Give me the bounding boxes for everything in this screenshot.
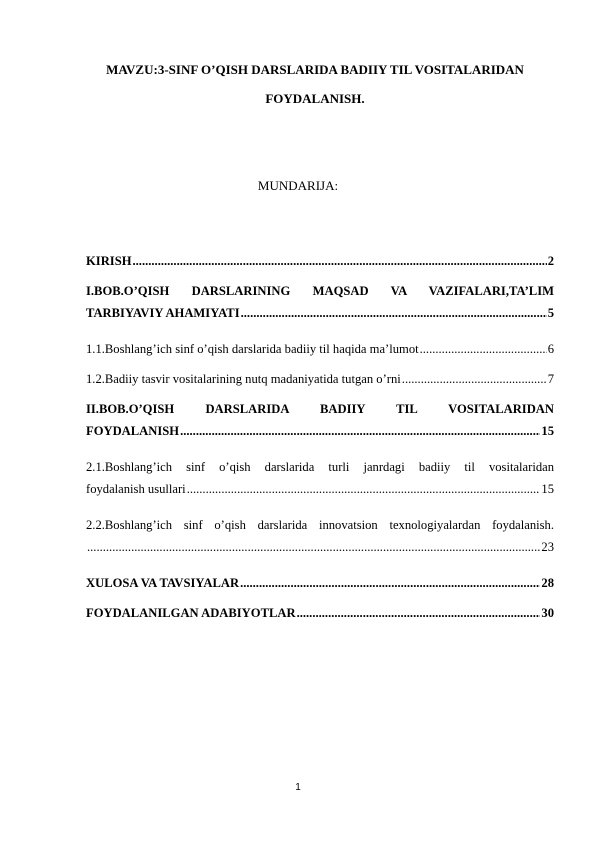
toc-entry-label-line-2: foydalanish usullari xyxy=(86,482,186,496)
toc-leader xyxy=(420,338,547,360)
contents-heading: MUNDARIJA: xyxy=(257,178,339,193)
toc-page-number: 28 xyxy=(541,576,554,590)
toc-page-number: 2 xyxy=(547,254,554,268)
toc-leader xyxy=(402,368,547,390)
toc-leader xyxy=(297,602,541,624)
toc-entry-label: 1.2.Badiiy tasvir vositalarining nutq madaniyatida tutgan o’rni xyxy=(86,372,401,386)
toc-leader xyxy=(180,420,540,442)
toc-entry-xulosa[interactable] xyxy=(86,572,554,594)
toc-page-number: 15 xyxy=(541,424,554,438)
toc-entry-kirish[interactable] xyxy=(86,250,554,272)
toc-entry-chapter-1[interactable] xyxy=(86,280,554,324)
toc-entry-section-1-1[interactable] xyxy=(86,338,554,360)
toc-entry-label-line-1: 2.1.Boshlang’ich sinf o’qish darslarida turli janrdagi badiiy til vositalaridan xyxy=(86,460,554,474)
toc-entry-label-line-2: TARBIYAVIY AHAMIYATI xyxy=(86,306,240,320)
toc-entry-label: FOYDALANILGAN ADABIYOTLAR xyxy=(86,606,296,620)
toc-page-number: 15 xyxy=(541,482,554,496)
document-title xyxy=(80,55,550,113)
toc-entry-label: 1.1.Boshlang’ich sinf o’qish darslarida badiiy til haqida ma’lumot xyxy=(86,342,419,356)
toc-entry-label-line-1: II.BOB.O’QISH DARSLARIDA BADIIY TIL VOSITALARIDAN xyxy=(86,402,554,416)
toc-entry-label: KIRISH xyxy=(86,254,132,268)
page-number: 1 xyxy=(295,782,301,793)
toc-entry-section-2-2[interactable] xyxy=(86,514,554,558)
toc-entry-label: XULOSA VA TAVSIYALAR xyxy=(86,576,240,590)
toc-page-number: 30 xyxy=(541,606,554,620)
toc-entry-section-2-1[interactable] xyxy=(86,456,554,500)
toc-entry-label-line-1: 2.2.Boshlang’ich sinf o’qish darslarida innovatsion texnologiyalardan foydalanish. xyxy=(86,518,554,532)
title-line-2: FOYDALANISH. xyxy=(265,91,365,106)
toc-entry-label-line-2: FOYDALANISH xyxy=(86,424,180,438)
toc-leader xyxy=(87,536,540,558)
toc-entry-adabiyotlar[interactable] xyxy=(86,602,554,624)
toc-page-number: 7 xyxy=(547,372,554,386)
toc-leader xyxy=(187,478,541,500)
title-line-1: MAVZU:3-SINF O’QISH DARSLARIDA BADIIY TIL VOSITALARIDAN xyxy=(106,62,524,77)
toc-entry-section-1-2[interactable] xyxy=(86,368,554,390)
toc-leader xyxy=(241,302,547,324)
toc-leader xyxy=(133,250,547,272)
toc-page-number: 5 xyxy=(547,306,554,320)
toc-entry-chapter-2[interactable] xyxy=(86,398,554,442)
toc-page-number: 23 xyxy=(541,540,554,554)
toc-leader xyxy=(240,572,540,594)
toc-entry-label-line-1: I.BOB.O’QISH DARSLARINING MAQSAD VA VAZIFALARI,TA’LIM xyxy=(86,284,554,298)
toc-page-number: 6 xyxy=(547,342,554,356)
